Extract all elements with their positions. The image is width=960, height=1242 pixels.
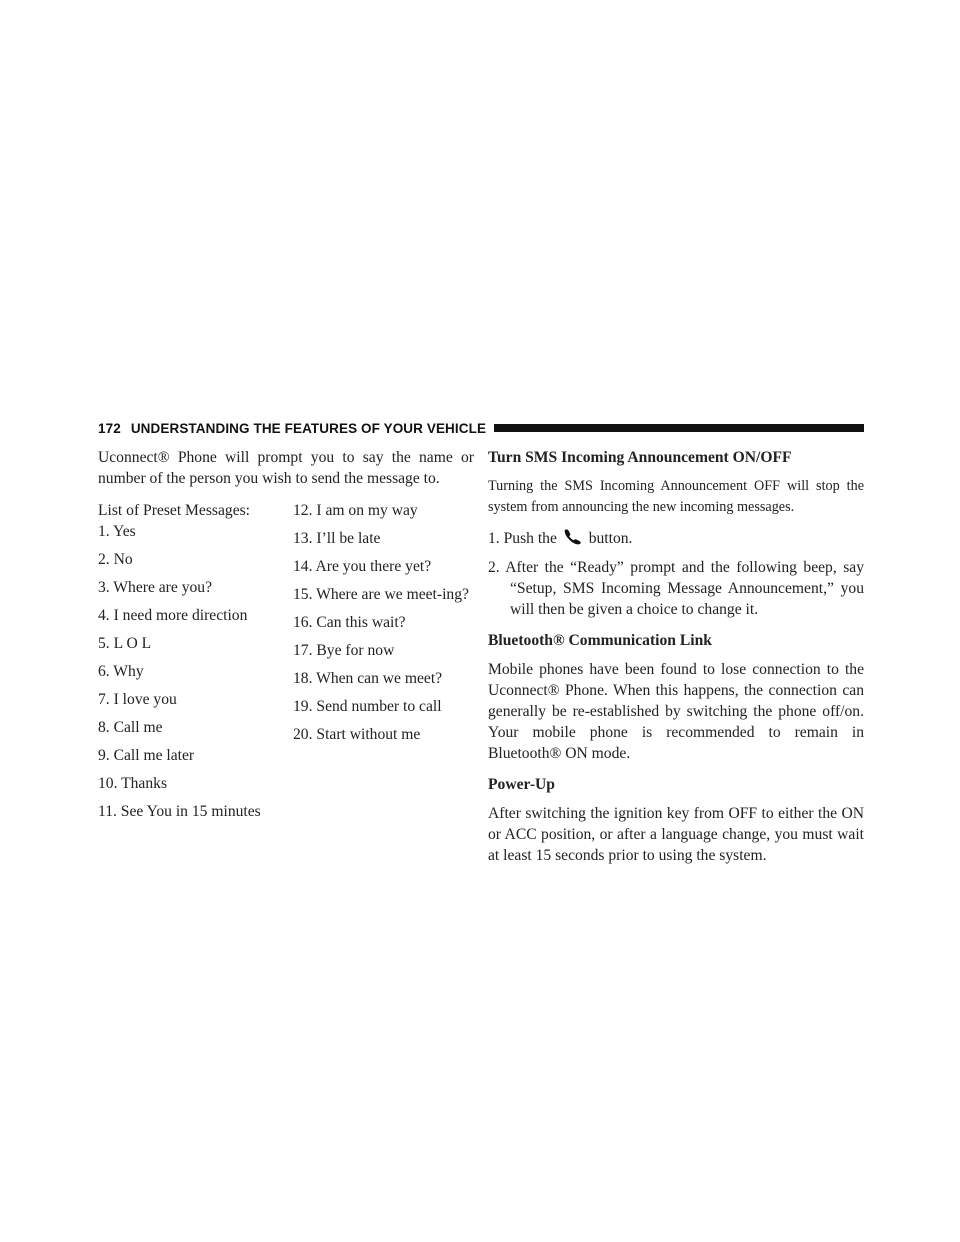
preset-message-item: 5. L O L [98, 635, 152, 652]
step-1 [488, 528, 864, 551]
sms-intro: Turning the SMS Incoming Announcement OFF will stop the system from announcing the new incoming messages. [488, 478, 864, 515]
page-number: 172 [98, 420, 121, 436]
left-column [98, 447, 474, 851]
phone-icon [563, 529, 583, 551]
header-rule [494, 424, 864, 432]
step-1-prefix: 1. Push the [488, 530, 557, 547]
intro-paragraph: Uconnect® Phone will prompt you to say the name or number of the person you wish to send the message to. [98, 449, 474, 487]
preset-list-col1 [98, 521, 278, 829]
bluetooth-text: Mobile phones have been found to lose connection to the Uconnect® Phone. When this happens, the connection can generally be re-established by switching the phone off/on. Your mobile phone is recommended to remain in Bluetooth® ON mode. [488, 661, 864, 762]
preset-message-item: 12. I am on my way [293, 502, 418, 519]
right-column [488, 447, 864, 866]
preset-message-item: 10. Thanks [98, 775, 168, 792]
page-header [98, 418, 864, 438]
preset-message-item: 14. Are you there yet? [293, 558, 432, 575]
power-up-text: After switching the ignition key from OFF to either the ON or ACC position, or after a language change, you must wait at least 15 seconds prior to using the system. [488, 805, 864, 864]
preset-message-item: 13. I’ll be late [293, 530, 381, 547]
preset-message-item: 3. Where are you? [98, 579, 213, 596]
preset-message-item: 9. Call me later [98, 747, 195, 764]
preset-message-item: 6. Why [98, 663, 144, 680]
preset-message-item: 7. I love you [98, 691, 177, 708]
step-2: 2. After the “Ready” prompt and the following beep, say “Setup, SMS Incoming Message Announcement,” you will then be given a choice to change it. [488, 559, 864, 618]
preset-message-item: 19. Send number to call [293, 698, 442, 715]
preset-message-item: 4. I need more direction [98, 607, 248, 624]
preset-message-item: 2. No [98, 551, 133, 568]
list-title: List of Preset Messages: [98, 502, 251, 519]
preset-message-item: 18. When can we meet? [293, 670, 443, 687]
preset-message-item: 8. Call me [98, 719, 163, 736]
preset-message-item: 1. Yes [98, 523, 136, 540]
bluetooth-heading: Bluetooth® Communication Link [488, 632, 712, 649]
preset-message-item: 11. See You in 15 minutes [98, 803, 261, 820]
preset-list-col2 [293, 500, 474, 752]
section-title: UNDERSTANDING THE FEATURES OF YOUR VEHICLE [130, 420, 487, 436]
preset-message-item: 20. Start without me [293, 726, 421, 743]
sms-heading: Turn SMS Incoming Announcement ON/OFF [488, 449, 792, 466]
preset-message-item: 16. Can this wait? [293, 614, 406, 631]
preset-message-item: 15. Where are we meet-ing? [293, 586, 469, 603]
step-1-suffix: button. [588, 530, 633, 547]
power-up-heading: Power-Up [488, 776, 555, 793]
preset-message-item: 17. Bye for now [293, 642, 395, 659]
